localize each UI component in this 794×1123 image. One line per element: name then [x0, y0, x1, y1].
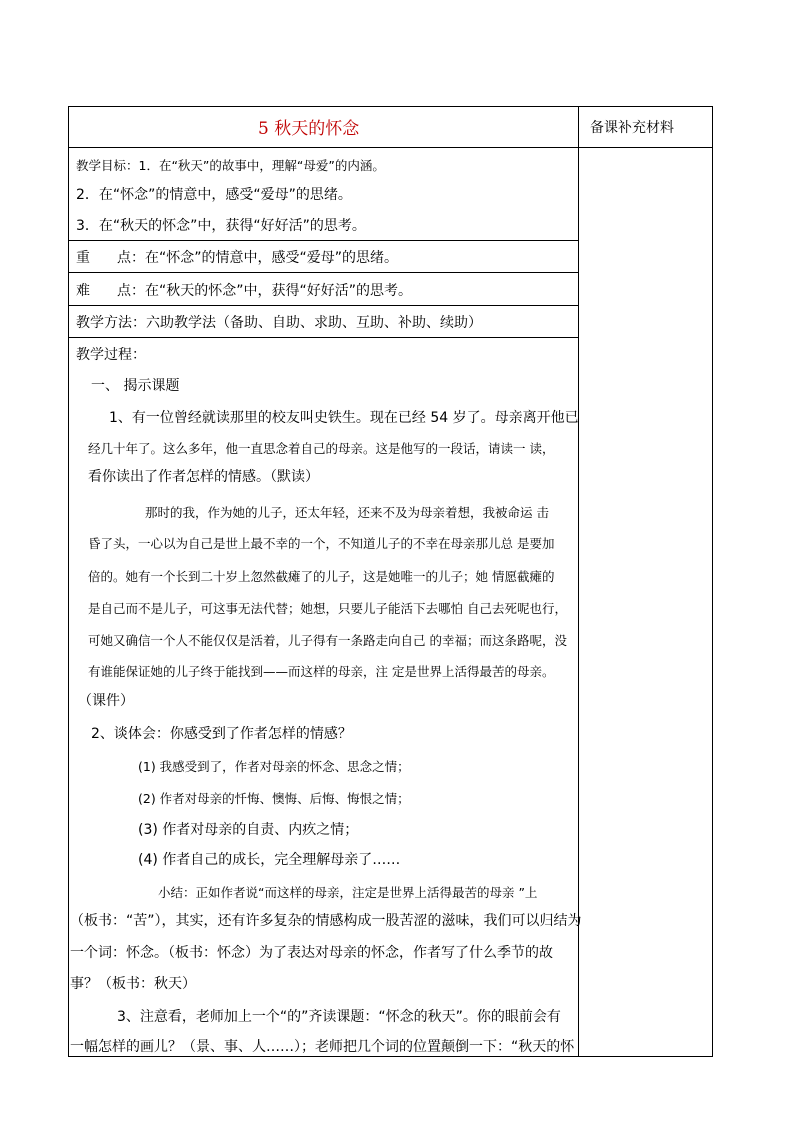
quote-line: （课件） [78, 693, 134, 709]
paragraph-line: 3、注意看，老师加上一个“的”齐读课题：“怀念的秋天”。你的眼前会有 [117, 1009, 561, 1025]
row-divider [68, 147, 713, 148]
goal-3: 3．在“秋天的怀念”中，获得“好好活”的思考。 [76, 218, 366, 234]
quote-line: 是自己而不是儿子，可这事无法代替；她想，只要儿子能活下去哪怕 自己去死呢也行， [88, 601, 567, 616]
quote-line: 有谁能保证她的儿子终于能找到——而这样的母亲，注 定是世界上活得最苦的母亲。 [88, 664, 555, 679]
key-point-label: 重 [76, 250, 90, 266]
paragraph-line: 看你读出了作者怎样的情感。（默读） [88, 469, 319, 485]
goal-1: 教学目标：1．在“秋天”的故事中，理解“母爱”的内涵。 [76, 158, 385, 173]
side-column-label: 备课补充材料 [590, 120, 674, 136]
process-heading: 教学过程： [76, 347, 146, 363]
answer-item: (3) 作者对母亲的自责、内疚之情； [138, 822, 359, 838]
section-heading: 一、 揭示课题 [91, 378, 180, 394]
goal-2: 2．在“怀念”的情意中，感受“爱母”的思绪。 [76, 187, 352, 203]
row-divider [68, 240, 579, 241]
row-divider [68, 305, 579, 306]
paragraph-line: 1、有一位曾经就读那里的校友叫史铁生。现在已经 54 岁了。母亲离开他已 [109, 410, 579, 426]
answer-item: (2) 作者对母亲的忏悔、懊悔、后悔、悔恨之情； [138, 791, 410, 806]
answer-item: (1) 我感受到了，作者对母亲的怀念、思念之情； [138, 759, 410, 774]
quote-line: 可她又确信一个人不能仅仅是活着，儿子得有一条路走向自己 的幸福；而这条路呢，没 [88, 633, 567, 648]
key-point-label-suffix: 点： [117, 250, 145, 266]
quote-line: 那时的我，作为她的儿子，还太年轻，还来不及为母亲着想，我被命运 击 [145, 505, 549, 520]
summary-line: 小结：正如作者说“而这样的母亲，注定是世界上活得最苦的母亲 ”上 [158, 885, 538, 900]
quote-line: 倍的。她有一个长到二十岁上忽然截瘫了的儿子，这是她唯一的儿子；她 情愿截瘫的 [88, 569, 555, 584]
difficulty-label-suffix: 点： [117, 283, 145, 299]
difficulty-text: 在“秋天的怀念”中，获得“好好活”的思考。 [145, 283, 413, 299]
page-title: 5 秋天的怀念 [258, 119, 360, 139]
key-point-text: 在“怀念”的情意中，感受“爱母”的思绪。 [145, 250, 399, 266]
summary-line: （板书：“苦”），其实，还有许多复杂的情感构成一股苦涩的滋味，我们可以归结为 [70, 913, 582, 929]
question-2: 2、谈体会：你感受到了作者怎样的情感？ [91, 726, 352, 742]
paragraph-line: 一幅怎样的画儿？（景、事、人……）；老师把几个词的位置颠倒一下：“秋天的怀 [70, 1039, 575, 1055]
summary-line: 一个词：怀念。（板书：怀念）为了表达对母亲的怀念，作者写了什么季节的故 [70, 945, 553, 961]
quote-line: 昏了头，一心以为自己是世上最不幸的一个，不知道儿子的不幸在母亲那儿总 是要加 [88, 536, 555, 551]
summary-line: 事？（板书：秋天） [70, 976, 196, 992]
row-divider [68, 337, 579, 338]
teaching-method: 教学方法：六助教学法（备助、自助、求助、互助、补助、续助） [76, 315, 482, 331]
difficulty-label: 难 [76, 283, 90, 299]
row-divider [68, 272, 579, 273]
paragraph-line: 经几十年了。这么多年，他一直思念着自己的母亲。这是他写的一段话，请读一 读， [88, 441, 555, 456]
answer-item: (4) 作者自己的成长，完全理解母亲了…… [138, 852, 401, 868]
